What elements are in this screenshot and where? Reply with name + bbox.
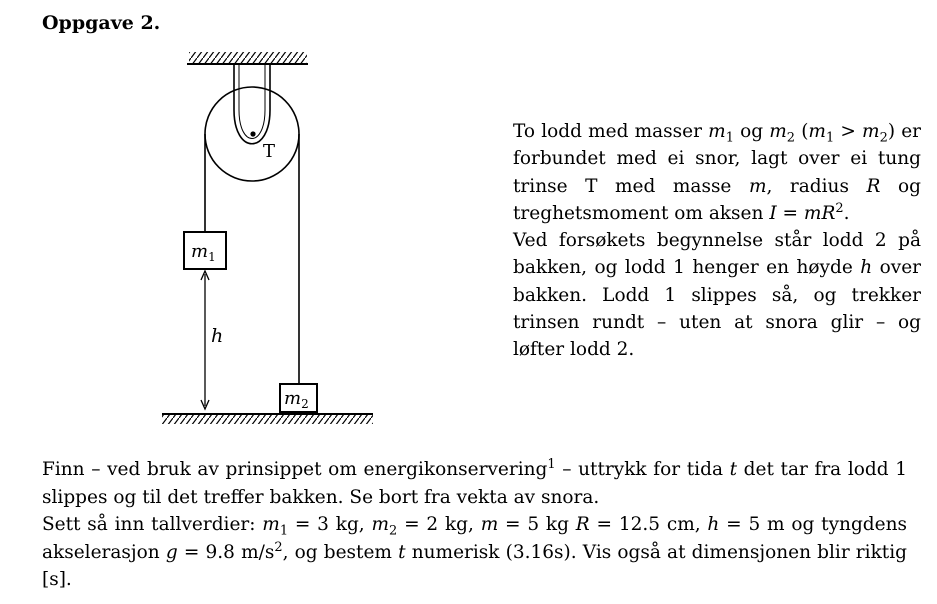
height-arrow — [201, 271, 209, 409]
problem-description — [513, 118, 921, 364]
problem-heading: Oppgave 2. — [42, 12, 161, 34]
pulley-figure — [155, 50, 390, 430]
side-paragraph-1: To lodd med masser $m_1$ og $m_2$ $(m_1 > m_2)$ er forbundet med ei snor, lagt over ei tung trinse T med masse m, radius R og treghetsmoment om aksen $I = mR^2$. — [513, 121, 922, 224]
pulley-axle — [250, 131, 255, 136]
task-paragraph-1: Finn – ved bruk av prinsippet om energikonservering$^1$ – uttrykk for tida t det tar fra lodd 1 slippes og til det treffer bakken. Se bort fra vekta av snora. — [42, 456, 907, 508]
side-paragraph-2: Ved forsøkets begynnelse står lodd 2 på bakken, og lodd 1 henger en høyde h over bakken. Lodd 1 slippes så, og trekker trinsen rundt – uten at snora glir – og løfter lodd 2. — [513, 230, 922, 361]
task-text — [42, 456, 907, 594]
ceiling — [187, 52, 308, 64]
footnote-marker: 1 — [547, 456, 556, 472]
height-label: h — [211, 325, 224, 347]
task-paragraph-2: Sett så inn tallverdier: $m_1 = 3$ kg, $m_2 = 2$ kg, m = 5 kg R = 12.5 cm, h = 5 m og tyngdens akselerasjon g = 9.8 $m/s^2$, og bestem t numerisk (3.16s). Vis også at dimensjonen blir riktig [s]. — [42, 514, 907, 590]
mass-2-subscript: 2 — [301, 397, 309, 411]
mass-2-block — [280, 384, 317, 412]
mass-1-block — [184, 232, 226, 269]
pulley-hanger-inner — [239, 64, 265, 139]
ground — [162, 414, 373, 424]
mass-1-subscript: 1 — [208, 250, 216, 264]
pulley-label: T — [263, 141, 276, 162]
mass-1-symbol: m — [191, 241, 209, 262]
mass-2-symbol: m — [284, 388, 302, 409]
